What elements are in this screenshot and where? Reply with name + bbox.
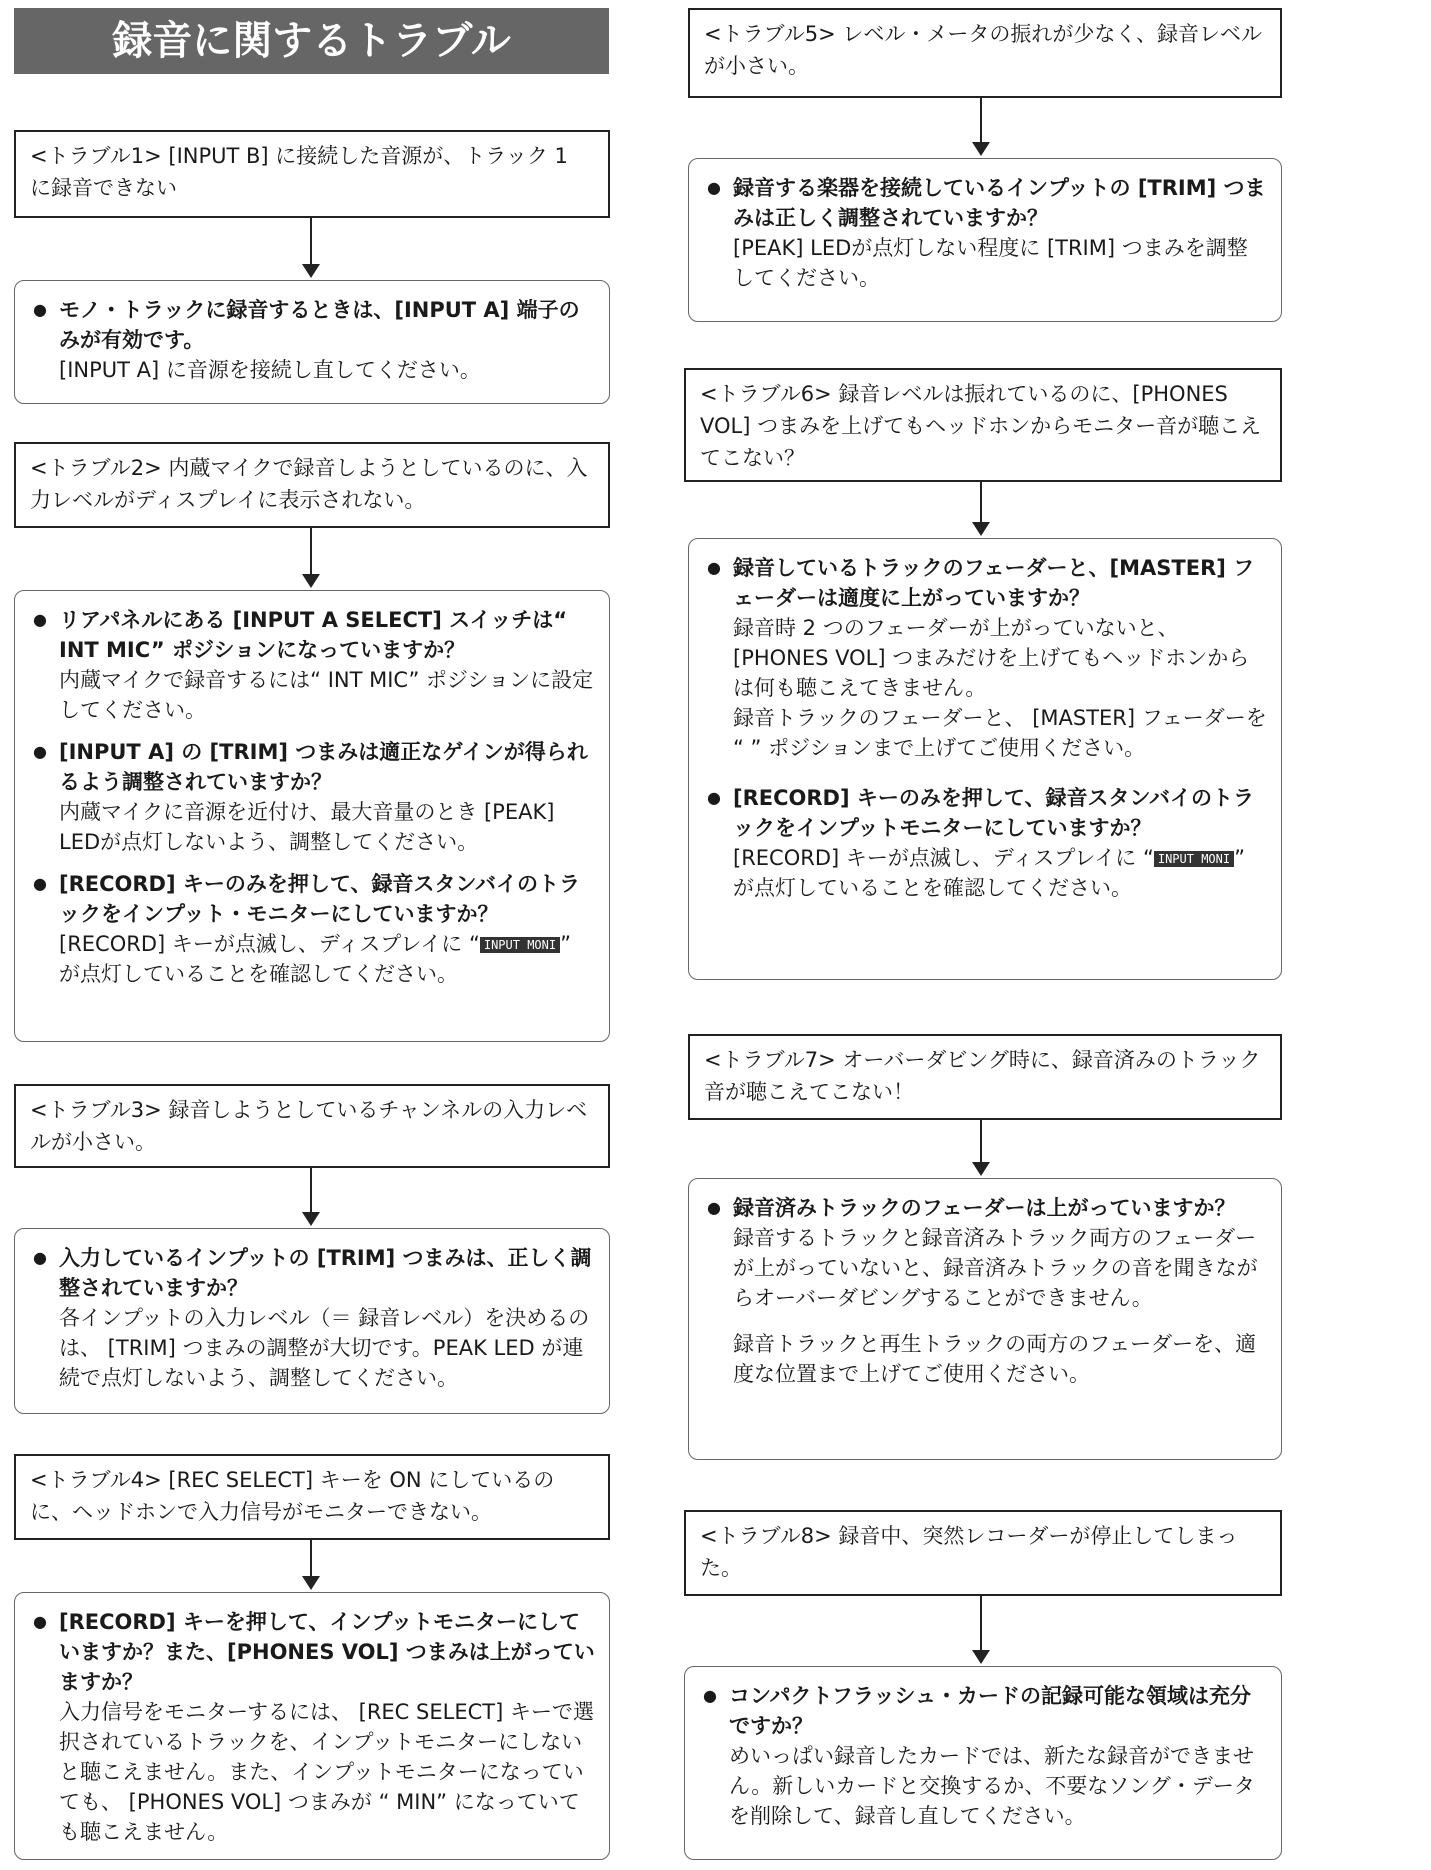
answer-body: [INPUT A] に音源を接続し直してください。 bbox=[59, 358, 481, 382]
question-text: <トラブル8> 録音中、突然レコーダーが停止してしまった。 bbox=[700, 1524, 1238, 1580]
trouble-4-question bbox=[14, 1454, 610, 1540]
answer-item bbox=[703, 1193, 1267, 1389]
answer-item bbox=[29, 1243, 595, 1393]
spacer bbox=[733, 1313, 1267, 1329]
answer-body: 各インプットの入力レベル（＝ 録音レベル）を決めるのは、 [TRIM] つまみの調整が大切です。PEAK LED が連続で点灯しないよう、調整してください。 bbox=[59, 1306, 590, 1390]
trouble-3-question bbox=[14, 1084, 610, 1168]
answer-item bbox=[703, 553, 1267, 763]
answer-body-part: [RECORD] キーが点滅し、ディスプレイに “ bbox=[59, 932, 480, 956]
answer-body: めいっぱい録音したカードでは、新たな録音ができません。新しいカードと交換するか、不要なソング・データを削除して、録音し直してください。 bbox=[729, 1744, 1255, 1828]
question-text: <トラブル5> レベル・メータの振れが少なく、録音レベルが小さい。 bbox=[704, 22, 1262, 78]
bullet-icon: ● bbox=[707, 788, 721, 807]
trouble-6-answer bbox=[688, 538, 1282, 980]
bullet-icon: ● bbox=[33, 610, 47, 629]
bullet-icon: ● bbox=[33, 874, 47, 893]
answer-item bbox=[29, 295, 595, 385]
arrow bbox=[980, 98, 982, 154]
question-text: <トラブル1> [INPUT B] に接続した音源が、トラック 1 に録音できない bbox=[30, 144, 568, 200]
bullet-icon: ● bbox=[707, 178, 721, 197]
trouble-6-question bbox=[684, 368, 1282, 482]
input-moni-indicator-icon: INPUT MONI bbox=[480, 937, 560, 953]
trouble-8-answer bbox=[684, 1666, 1282, 1860]
arrow bbox=[980, 482, 982, 534]
answer-heading: モノ・トラックに録音するときは、[INPUT A] 端子のみが有効です。 bbox=[59, 298, 580, 352]
trouble-4-answer bbox=[14, 1592, 610, 1860]
answer-body: 録音時 2 つのフェーダーが上がっていないと、[PHONES VOL] つまみだけを上げてもヘッドホンからは何も聴こえてきません。 bbox=[733, 616, 1250, 700]
answer-body: 内蔵マイクに音源を近付け、最大音量のとき [PEAK] LEDが点灯しないよう、調整してください。 bbox=[59, 800, 555, 854]
bullet-icon: ● bbox=[33, 742, 47, 761]
trouble-5-answer bbox=[688, 158, 1282, 322]
answer-heading: 録音する楽器を接続しているインプットの [TRIM] つまみは正しく調整されていますか？ bbox=[733, 176, 1266, 230]
question-text: <トラブル6> 録音レベルは振れているのに、[PHONES VOL] つまみを上げてもヘッドホンからモニター音が聴こえてこない？ bbox=[700, 382, 1262, 470]
question-text: <トラブル7> オーバーダビング時に、録音済みのトラック音が聴こえてこない！ bbox=[704, 1048, 1261, 1104]
input-moni-indicator-icon: INPUT MONI bbox=[1154, 851, 1234, 867]
page-title: 録音に関するトラブル bbox=[14, 8, 609, 74]
arrow bbox=[310, 218, 312, 276]
question-text: <トラブル4> [REC SELECT] キーを ON にしているのに、ヘッドホンで入力信号がモニターできない。 bbox=[30, 1468, 555, 1524]
arrow bbox=[310, 528, 312, 586]
answer-body: 録音トラックのフェーダーと、 [MASTER] フェーダーを “ ” ポジションまで上げてご使用ください。 bbox=[733, 706, 1267, 760]
question-text: <トラブル3> 録音しようとしているチャンネルの入力レベルが小さい。 bbox=[30, 1098, 588, 1154]
answer-item bbox=[29, 869, 595, 989]
answer-item bbox=[703, 783, 1267, 903]
bullet-icon: ● bbox=[33, 300, 47, 319]
trouble-1-question bbox=[14, 130, 610, 218]
answer-body-part: ” が点灯していることを確認してください。 bbox=[59, 932, 571, 986]
answer-heading: [INPUT A] の [TRIM] つまみは適正なゲインが得られるよう調整されていますか？ bbox=[59, 740, 588, 794]
question-text: <トラブル2> 内蔵マイクで録音しようとしているのに、入力レベルがディスプレイに表示されない。 bbox=[30, 456, 588, 512]
answer-body: 入力信号をモニターするには、 [REC SELECT] キーで選択されているトラックを、インプットモニターにしないと聴こえません。また、インプットモニターになっていても、 [PHONES VOL] つまみが “ MIN” になっていても聴こえません。 bbox=[59, 1700, 594, 1844]
answer-body: 内蔵マイクで録音するには“ INT MIC” ポジションに設定してください。 bbox=[59, 668, 594, 722]
bullet-icon: ● bbox=[33, 1248, 47, 1267]
trouble-3-answer bbox=[14, 1228, 610, 1414]
trouble-1-answer bbox=[14, 280, 610, 404]
answer-body bbox=[733, 843, 1267, 903]
arrow bbox=[980, 1120, 982, 1174]
answer-heading: 入力しているインプットの [TRIM] つまみは、正しく調整されていますか？ bbox=[59, 1246, 592, 1300]
trouble-2-question bbox=[14, 442, 610, 528]
answer-heading: [RECORD] キーのみを押して、録音スタンバイのトラックをインプット・モニターにしていますか？ bbox=[59, 872, 580, 926]
answer-body: [PEAK] LEDが点灯しない程度に [TRIM] つまみを調整してください。 bbox=[733, 236, 1248, 290]
answer-heading: 録音済みトラックのフェーダーは上がっていますか？ bbox=[733, 1196, 1236, 1220]
trouble-5-question bbox=[688, 8, 1282, 98]
answer-body: 録音トラックと再生トラックの両方のフェーダーを、適度な位置まで上げてご使用ください。 bbox=[733, 1332, 1257, 1386]
trouble-7-question bbox=[688, 1034, 1282, 1120]
answer-item bbox=[703, 173, 1267, 293]
bullet-icon: ● bbox=[703, 1686, 717, 1705]
answer-heading: リアパネルにある [INPUT A SELECT] スイッチは“ INT MIC” ポジションになっていますか？ bbox=[59, 608, 568, 662]
trouble-8-question bbox=[684, 1510, 1282, 1596]
answer-heading: [RECORD] キーを押して、インプットモニターにしていますか？また、[PHONES VOL] つまみは上がっていますか？ bbox=[59, 1610, 595, 1694]
answer-heading: 録音しているトラックのフェーダーと、[MASTER] フェーダーは適度に上がっていますか？ bbox=[733, 556, 1255, 610]
trouble-7-answer bbox=[688, 1178, 1282, 1460]
answer-body bbox=[59, 929, 595, 989]
arrow bbox=[980, 1596, 982, 1662]
arrow bbox=[310, 1168, 312, 1224]
bullet-icon: ● bbox=[33, 1612, 47, 1631]
bullet-icon: ● bbox=[707, 558, 721, 577]
answer-body-part: [RECORD] キーが点滅し、ディスプレイに “ bbox=[733, 846, 1154, 870]
answer-heading: [RECORD] キーのみを押して、録音スタンバイのトラックをインプットモニターにしていますか？ bbox=[733, 786, 1254, 840]
answer-item bbox=[29, 1607, 595, 1847]
answer-item bbox=[29, 737, 595, 857]
trouble-2-answer bbox=[14, 590, 610, 1042]
answer-heading: コンパクトフラッシュ・カードの記録可能な領域は充分ですか？ bbox=[729, 1684, 1252, 1738]
bullet-icon: ● bbox=[707, 1198, 721, 1217]
answer-item bbox=[699, 1681, 1267, 1831]
arrow bbox=[310, 1540, 312, 1588]
answer-item bbox=[29, 605, 595, 725]
answer-body: 録音するトラックと録音済みトラック両方のフェーダーが上がっていないと、録音済みトラックの音を聞きながらオーバーダビングすることができません。 bbox=[733, 1226, 1258, 1310]
answer-body-part: ” が点灯していることを確認してください。 bbox=[733, 846, 1245, 900]
